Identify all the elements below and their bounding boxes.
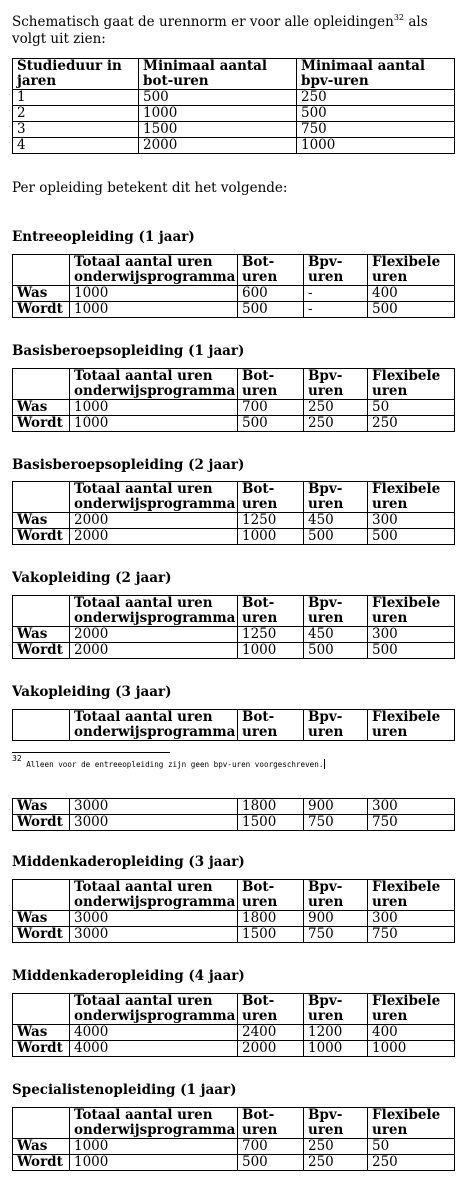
table-row-was (13, 400, 455, 416)
table-row-was (13, 513, 455, 529)
section-title: Middenkaderopleiding (3 jaar) (12, 854, 245, 870)
table-cell: 1800 (238, 911, 304, 927)
table-cell: 500 (304, 529, 368, 545)
row-label: Was (13, 400, 70, 416)
uren-table-continued (12, 798, 455, 831)
column-header: Totaal aantal uren onderwijsprogramma (70, 880, 238, 911)
column-header: Totaal aantal uren onderwijsprogramma (70, 255, 238, 286)
column-header: Totaal aantal uren onderwijsprogramma (70, 710, 238, 741)
table-cell: 750 (297, 122, 455, 138)
table-cell: 3000 (70, 911, 238, 927)
column-header: Bpv-uren (304, 710, 368, 741)
intro-paragraph (12, 14, 462, 48)
section-title: Vakopleiding (3 jaar) (12, 684, 172, 700)
column-header (13, 710, 70, 741)
table-cell: 300 (368, 627, 455, 643)
table-cell: 2400 (238, 1025, 304, 1041)
column-header: Bpv-uren (304, 482, 368, 513)
uren-table (12, 595, 455, 659)
table-cell: 1250 (238, 627, 304, 643)
table-cell: 500 (238, 416, 304, 432)
table-cell: 500 (238, 1155, 304, 1171)
table-cell: 2000 (238, 1041, 304, 1057)
intro-text: Schematisch gaat de urennorm er voor alle opleidingen (12, 14, 394, 30)
table-cell: 500 (368, 302, 455, 318)
column-header: Totaal aantal uren onderwijsprogramma (70, 1108, 238, 1139)
column-header: Bot-uren (238, 596, 304, 627)
column-header: Bpv-uren (304, 255, 368, 286)
section-title: Specialistenopleiding (1 jaar) (12, 1082, 237, 1098)
table-cell: 1000 (368, 1041, 455, 1057)
table-cell: 1000 (139, 106, 297, 122)
table-row-wordt (13, 643, 455, 659)
column-header: Minimaal aantal bot-uren (139, 59, 297, 90)
column-header: Flexibele uren (368, 710, 455, 741)
table-cell: 900 (304, 911, 368, 927)
column-header: Studieduur in jaren (13, 59, 139, 90)
table-cell: 400 (368, 286, 455, 302)
table-header-row (13, 596, 455, 627)
uren-table (12, 254, 455, 318)
per-opleiding-text: Per opleiding betekent dit het volgende: (12, 180, 288, 196)
table-cell: 400 (368, 1025, 455, 1041)
table-cell: 3 (13, 122, 139, 138)
footnote-number: 32 (12, 754, 22, 763)
table-cell: 50 (368, 400, 455, 416)
table-cell: 250 (304, 400, 368, 416)
table-cell: 450 (304, 627, 368, 643)
table-cell: 2000 (70, 643, 238, 659)
table-row-wordt (13, 1041, 455, 1057)
table-cell: 1200 (304, 1025, 368, 1041)
table-cell: 500 (368, 529, 455, 545)
uren-table-header-part (12, 709, 455, 741)
column-header: Totaal aantal uren onderwijsprogramma (70, 369, 238, 400)
table-cell: 4000 (70, 1025, 238, 1041)
table-header-row (13, 710, 455, 741)
row-label: Was (13, 286, 70, 302)
row-label: Wordt (13, 529, 70, 545)
table-cell: 1000 (238, 529, 304, 545)
row-label: Wordt (13, 927, 70, 943)
table-cell: 3000 (70, 799, 238, 815)
column-header: Flexibele uren (368, 1108, 455, 1139)
column-header: Bot-uren (238, 880, 304, 911)
table-row-wordt (13, 1155, 455, 1171)
table-row (13, 90, 455, 106)
column-header: Bot-uren (238, 369, 304, 400)
column-header (13, 1108, 70, 1139)
column-header: Flexibele uren (368, 482, 455, 513)
column-header (13, 255, 70, 286)
table-cell: 250 (304, 1139, 368, 1155)
section-title: Entreeopleiding (1 jaar) (12, 229, 195, 245)
table-cell: 750 (368, 815, 455, 831)
column-header: Totaal aantal uren onderwijsprogramma (70, 482, 238, 513)
row-label: Wordt (13, 302, 70, 318)
uren-table (12, 368, 455, 432)
column-header: Bot-uren (238, 482, 304, 513)
row-label: Was (13, 911, 70, 927)
column-header: Flexibele uren (368, 255, 455, 286)
column-header: Bpv-uren (304, 994, 368, 1025)
uren-table (12, 481, 455, 545)
table-cell: 1000 (70, 1155, 238, 1171)
column-header: Bpv-uren (304, 596, 368, 627)
table-row-wordt (13, 815, 455, 831)
table-cell: 250 (297, 90, 455, 106)
table-cell: 1000 (70, 1139, 238, 1155)
table-cell: 500 (297, 106, 455, 122)
column-header: Flexibele uren (368, 880, 455, 911)
table-cell: 500 (304, 643, 368, 659)
table-cell: 500 (238, 302, 304, 318)
table-row (13, 122, 455, 138)
table-cell: 750 (304, 927, 368, 943)
row-label: Was (13, 627, 70, 643)
section-title: Basisberoepsopleiding (1 jaar) (12, 343, 245, 359)
table-cell: 1800 (238, 799, 304, 815)
section-title: Vakopleiding (2 jaar) (12, 570, 172, 586)
table-cell: 750 (368, 927, 455, 943)
table-cell: 250 (304, 416, 368, 432)
table-cell: 250 (368, 1155, 455, 1171)
table-header-row (13, 59, 455, 90)
table-header-row (13, 1108, 455, 1139)
column-header (13, 994, 70, 1025)
table-cell: 450 (304, 513, 368, 529)
table-row-wordt (13, 927, 455, 943)
table-cell: 2000 (70, 627, 238, 643)
table-cell: 250 (368, 416, 455, 432)
table-row-was (13, 627, 455, 643)
table-cell: 2000 (70, 513, 238, 529)
table-cell: 1250 (238, 513, 304, 529)
column-header: Bpv-uren (304, 1108, 368, 1139)
table-cell: 1500 (139, 122, 297, 138)
column-header: Bot-uren (238, 255, 304, 286)
row-label: Was (13, 1139, 70, 1155)
column-header: Bpv-uren (304, 369, 368, 400)
table-cell: - (304, 302, 368, 318)
table-cell: 4 (13, 138, 139, 154)
table-header-row (13, 482, 455, 513)
section-title: Middenkaderopleiding (4 jaar) (12, 968, 245, 984)
table-cell: 900 (304, 799, 368, 815)
footnote-reference: 32 (393, 13, 405, 22)
table-cell: 300 (368, 799, 455, 815)
row-label: Wordt (13, 1041, 70, 1057)
table-row-was (13, 799, 455, 815)
footnote-separator (12, 752, 170, 753)
column-header (13, 369, 70, 400)
table-cell: 1 (13, 90, 139, 106)
column-header: Bot-uren (238, 710, 304, 741)
text-cursor (324, 759, 325, 769)
table-header-row (13, 255, 455, 286)
column-header (13, 596, 70, 627)
table-cell: 2000 (70, 529, 238, 545)
table-cell: 2000 (139, 138, 297, 154)
table-cell: 1000 (238, 643, 304, 659)
row-label: Wordt (13, 1155, 70, 1171)
table-cell: 1000 (70, 400, 238, 416)
table-cell: 700 (238, 1139, 304, 1155)
table-row (13, 106, 455, 122)
table-cell: 50 (368, 1139, 455, 1155)
table-cell: 500 (139, 90, 297, 106)
table-row-was (13, 1139, 455, 1155)
table-header-row (13, 994, 455, 1025)
table-row-wordt (13, 529, 455, 545)
table-row-wordt (13, 416, 455, 432)
table-cell: 1000 (70, 302, 238, 318)
urennorm-table (12, 58, 455, 154)
intro-text-end: als volgt uit zien: (12, 14, 428, 47)
uren-table (12, 993, 455, 1057)
table-cell: 750 (304, 815, 368, 831)
column-header (13, 880, 70, 911)
table-row-was (13, 911, 455, 927)
row-label: Was (13, 799, 70, 815)
table-cell: 1000 (70, 286, 238, 302)
section-title: Basisberoepsopleiding (2 jaar) (12, 457, 245, 473)
column-header: Flexibele uren (368, 369, 455, 400)
table-cell: 3000 (70, 927, 238, 943)
table-row-was (13, 1025, 455, 1041)
column-header: Totaal aantal uren onderwijsprogramma (70, 994, 238, 1025)
table-cell: 1500 (238, 815, 304, 831)
table-cell: 1500 (238, 927, 304, 943)
table-cell: 500 (368, 643, 455, 659)
column-header: Bot-uren (238, 1108, 304, 1139)
column-header: Bot-uren (238, 994, 304, 1025)
table-cell: 250 (304, 1155, 368, 1171)
table-cell: - (304, 286, 368, 302)
table-cell: 300 (368, 911, 455, 927)
uren-table (12, 1107, 455, 1171)
table-row-was (13, 286, 455, 302)
table-header-row (13, 369, 455, 400)
column-header: Bpv-uren (304, 880, 368, 911)
table-cell: 1000 (70, 416, 238, 432)
row-label: Was (13, 513, 70, 529)
row-label: Wordt (13, 416, 70, 432)
column-header: Totaal aantal uren onderwijsprogramma (70, 596, 238, 627)
table-cell: 1000 (297, 138, 455, 154)
column-header (13, 482, 70, 513)
row-label: Wordt (13, 643, 70, 659)
table-row (13, 138, 455, 154)
table-cell: 700 (238, 400, 304, 416)
table-cell: 600 (238, 286, 304, 302)
table-cell: 3000 (70, 815, 238, 831)
column-header: Minimaal aantal bpv-uren (297, 59, 455, 90)
table-cell: 4000 (70, 1041, 238, 1057)
column-header: Flexibele uren (368, 994, 455, 1025)
uren-table (12, 879, 455, 943)
footnote-text: Alleen voor de entreeopleiding zijn geen bpv-uren voorgeschreven. (26, 760, 324, 769)
table-cell: 2 (13, 106, 139, 122)
column-header: Flexibele uren (368, 596, 455, 627)
row-label: Wordt (13, 815, 70, 831)
row-label: Was (13, 1025, 70, 1041)
table-cell: 300 (368, 513, 455, 529)
table-cell: 1000 (304, 1041, 368, 1057)
footnote (12, 754, 325, 770)
table-row-wordt (13, 302, 455, 318)
table-header-row (13, 880, 455, 911)
